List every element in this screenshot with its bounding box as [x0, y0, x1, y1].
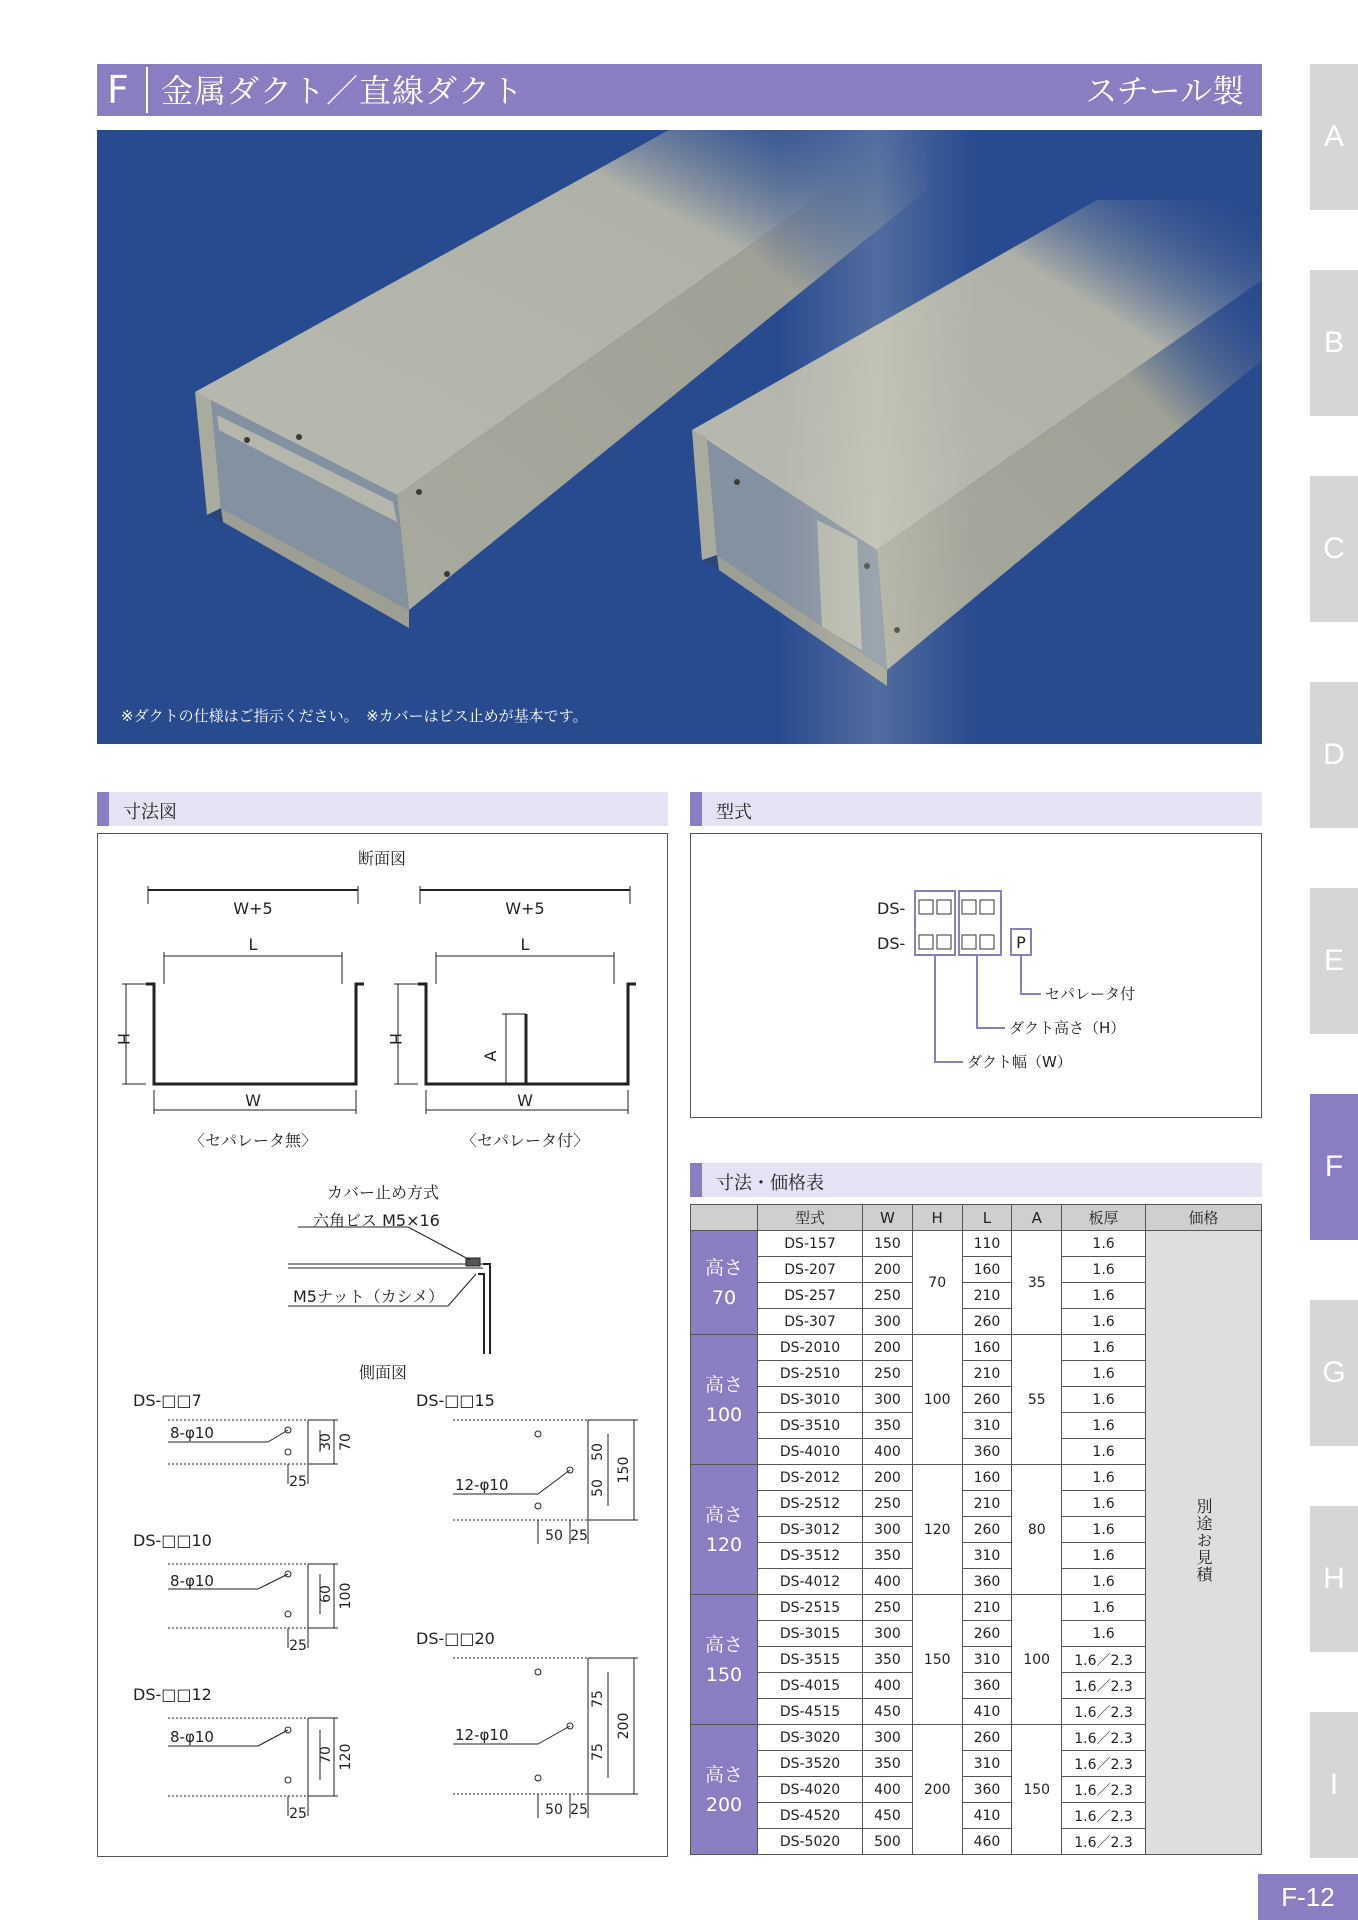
ds10-label: DS-□□10 — [133, 1531, 212, 1550]
cell-model: DS-5020 — [757, 1829, 862, 1855]
cell-w: 250 — [863, 1491, 913, 1517]
caption-with-separator: 〈セパレータ付〉 — [460, 1131, 590, 1150]
cell-model: DS-4015 — [757, 1673, 862, 1699]
cell-model: DS-307 — [757, 1309, 862, 1335]
cell-w: 200 — [863, 1335, 913, 1361]
cell-l: 260 — [962, 1517, 1012, 1543]
cell-thickness: 1.6 — [1062, 1569, 1146, 1595]
cell-a: 55 — [1012, 1335, 1062, 1465]
cell-l: 260 — [962, 1309, 1012, 1335]
cell-thickness: 1.6／2.3 — [1062, 1647, 1146, 1673]
cell-w: 250 — [863, 1283, 913, 1309]
right-w-label: W — [517, 1091, 533, 1110]
ds10-d2: 100 — [338, 1582, 354, 1610]
tab-a[interactable]: A — [1310, 64, 1358, 210]
cell-model: DS-157 — [757, 1231, 862, 1257]
cell-thickness: 1.6 — [1062, 1491, 1146, 1517]
cell-a: 100 — [1012, 1595, 1062, 1725]
ds7-holes: 8-φ10 — [170, 1424, 214, 1442]
header-price: 価格 — [1145, 1205, 1261, 1231]
cell-thickness: 1.6 — [1062, 1231, 1146, 1257]
cell-l: 460 — [962, 1829, 1012, 1855]
ds12-label: DS-□□12 — [133, 1685, 212, 1704]
left-w5-label: W+5 — [233, 899, 273, 918]
dimension-drawing — [97, 833, 668, 1857]
cell-model: DS-3012 — [757, 1517, 862, 1543]
group-label-70: 高さ 70 — [691, 1231, 758, 1335]
ds15-d1: 50 — [590, 1443, 606, 1461]
cell-w: 400 — [863, 1569, 913, 1595]
ds15-d4: 25 — [570, 1528, 588, 1544]
cover-screw-label: 六角ビス M5×16 — [313, 1211, 440, 1230]
cell-thickness: 1.6 — [1062, 1309, 1146, 1335]
left-h-label: H — [114, 1032, 133, 1046]
header-thickness: 板厚 — [1062, 1205, 1146, 1231]
ds7-label: DS-□□7 — [133, 1391, 202, 1410]
ds15-d1b: 50 — [590, 1479, 606, 1497]
cell-l: 410 — [962, 1699, 1012, 1725]
cell-l: 260 — [962, 1387, 1012, 1413]
section-model — [690, 792, 1262, 826]
cell-thickness: 1.6／2.3 — [1062, 1673, 1146, 1699]
cell-thickness: 1.6／2.3 — [1062, 1777, 1146, 1803]
section-price-table — [690, 1163, 1262, 1197]
cell-model: DS-2012 — [757, 1465, 862, 1491]
tab-h[interactable]: H — [1310, 1506, 1358, 1652]
cell-thickness: 1.6 — [1062, 1517, 1146, 1543]
cell-l: 160 — [962, 1335, 1012, 1361]
category-letter: F — [107, 68, 129, 112]
section-bar — [97, 792, 109, 826]
group-label-120: 高さ 120 — [691, 1465, 758, 1595]
table-header-row — [691, 1205, 1262, 1231]
tab-e[interactable]: E — [1310, 888, 1358, 1034]
cell-l: 310 — [962, 1647, 1012, 1673]
cover-nut-label: M5ナット（カシメ） — [293, 1287, 445, 1306]
ds7-d1: 30 — [318, 1433, 334, 1451]
left-l-label: L — [248, 935, 258, 954]
photo-note: ※ダクトの仕様はご指示ください。 ※カバーはビス止めが基本です。 — [121, 707, 588, 725]
page-header — [97, 64, 1262, 116]
section-bar — [690, 792, 702, 826]
header-a: A — [1012, 1205, 1062, 1231]
model-code-svg — [691, 834, 1261, 1117]
cell-w: 250 — [863, 1595, 913, 1621]
cell-l: 160 — [962, 1465, 1012, 1491]
cell-model: DS-4520 — [757, 1803, 862, 1829]
header-l: L — [962, 1205, 1012, 1231]
cell-thickness: 1.6 — [1062, 1283, 1146, 1309]
side-view-title: 側面図 — [358, 1363, 408, 1382]
cell-l: 210 — [962, 1361, 1012, 1387]
cell-model: DS-2512 — [757, 1491, 862, 1517]
cell-thickness: 1.6／2.3 — [1062, 1751, 1146, 1777]
cell-thickness: 1.6 — [1062, 1257, 1146, 1283]
cell-a: 80 — [1012, 1465, 1062, 1595]
cell-w: 400 — [863, 1439, 913, 1465]
cell-w: 450 — [863, 1699, 913, 1725]
material-label: スチール製 — [1085, 72, 1244, 110]
ds20-d3: 50 — [545, 1802, 563, 1818]
cell-thickness: 1.6／2.3 — [1062, 1725, 1146, 1751]
cell-w: 500 — [863, 1829, 913, 1855]
cell-model: DS-3512 — [757, 1543, 862, 1569]
model-height-label: ダクト高さ（H） — [1009, 1019, 1126, 1037]
group-label-100: 高さ 100 — [691, 1335, 758, 1465]
ds7-d2: 70 — [338, 1433, 354, 1451]
ds20-holes: 12-φ10 — [455, 1726, 509, 1744]
cell-thickness: 1.6 — [1062, 1543, 1146, 1569]
price-table — [690, 1204, 1262, 1855]
cell-w: 350 — [863, 1647, 913, 1673]
cell-model: DS-2010 — [757, 1335, 862, 1361]
cell-l: 110 — [962, 1231, 1012, 1257]
cell-w: 350 — [863, 1543, 913, 1569]
cell-model: DS-4010 — [757, 1439, 862, 1465]
ds20-d4: 25 — [570, 1802, 588, 1818]
group-label-150: 高さ 150 — [691, 1595, 758, 1725]
tab-i[interactable]: I — [1310, 1712, 1358, 1858]
cell-model: DS-3010 — [757, 1387, 862, 1413]
cell-l: 210 — [962, 1595, 1012, 1621]
ds12-d1: 70 — [318, 1746, 334, 1764]
page-number: F-12 — [1258, 1874, 1358, 1920]
cell-model: DS-4012 — [757, 1569, 862, 1595]
right-a-label: A — [481, 1050, 500, 1062]
cell-thickness: 1.6 — [1062, 1465, 1146, 1491]
cell-a: 150 — [1012, 1725, 1062, 1855]
cell-w: 300 — [863, 1621, 913, 1647]
section-label: 寸法・価格表 — [716, 1173, 824, 1194]
cell-l: 260 — [962, 1725, 1012, 1751]
cell-l: 160 — [962, 1257, 1012, 1283]
header-h: H — [912, 1205, 962, 1231]
left-w-label: W — [245, 1091, 261, 1110]
cell-w: 200 — [863, 1257, 913, 1283]
cell-l: 310 — [962, 1751, 1012, 1777]
ds15-label: DS-□□15 — [416, 1391, 495, 1410]
tab-g[interactable]: G — [1310, 1300, 1358, 1446]
tab-c[interactable]: C — [1310, 476, 1358, 622]
tab-d[interactable]: D — [1310, 682, 1358, 828]
cell-thickness: 1.6／2.3 — [1062, 1699, 1146, 1725]
cell-w: 200 — [863, 1465, 913, 1491]
cell-thickness: 1.6 — [1062, 1595, 1146, 1621]
section-dimensions — [97, 792, 668, 826]
cell-l: 360 — [962, 1569, 1012, 1595]
ds10-holes: 8-φ10 — [170, 1572, 214, 1590]
model-prefix-2: DS- — [877, 934, 906, 953]
cell-l: 310 — [962, 1543, 1012, 1569]
ds15-d3: 50 — [545, 1528, 563, 1544]
cell-h: 200 — [912, 1725, 962, 1855]
price-cell: 別途お見積 — [1145, 1231, 1261, 1855]
section-bar — [690, 1163, 702, 1197]
right-l-label: L — [520, 935, 530, 954]
cell-thickness: 1.6／2.3 — [1062, 1803, 1146, 1829]
cell-model: DS-3510 — [757, 1413, 862, 1439]
header-model: 型式 — [757, 1205, 862, 1231]
cell-thickness: 1.6 — [1062, 1335, 1146, 1361]
cell-model: DS-4020 — [757, 1777, 862, 1803]
ds10-d3: 25 — [289, 1638, 307, 1654]
duct-illustration — [97, 130, 1262, 744]
cell-model: DS-3015 — [757, 1621, 862, 1647]
model-p-suffix: P — [1016, 933, 1026, 952]
cell-w: 300 — [863, 1517, 913, 1543]
cell-w: 450 — [863, 1803, 913, 1829]
cell-w: 300 — [863, 1725, 913, 1751]
model-separator-label: セパレータ付 — [1045, 985, 1136, 1003]
cell-l: 410 — [962, 1803, 1012, 1829]
cell-w: 400 — [863, 1673, 913, 1699]
cell-l: 210 — [962, 1491, 1012, 1517]
right-h-label: H — [386, 1032, 405, 1046]
ds12-holes: 8-φ10 — [170, 1728, 214, 1746]
cell-model: DS-3020 — [757, 1725, 862, 1751]
ds10-d1: 60 — [318, 1585, 334, 1603]
cell-model: DS-257 — [757, 1283, 862, 1309]
cell-l: 360 — [962, 1439, 1012, 1465]
cell-h: 70 — [912, 1231, 962, 1335]
cell-l: 210 — [962, 1283, 1012, 1309]
cell-w: 350 — [863, 1751, 913, 1777]
table-row — [691, 1231, 1262, 1257]
cell-thickness: 1.6 — [1062, 1439, 1146, 1465]
tab-f[interactable]: F — [1310, 1094, 1358, 1240]
ds12-d2: 120 — [338, 1743, 354, 1771]
cell-model: DS-2510 — [757, 1361, 862, 1387]
cell-l: 260 — [962, 1621, 1012, 1647]
cross-section-title: 断面図 — [357, 849, 407, 868]
header-w: W — [863, 1205, 913, 1231]
product-photo — [97, 130, 1262, 744]
cell-model: DS-3520 — [757, 1751, 862, 1777]
cover-title: カバー止め方式 — [326, 1183, 440, 1202]
cell-l: 360 — [962, 1777, 1012, 1803]
ds20-d1: 75 — [590, 1690, 606, 1708]
cell-l: 360 — [962, 1673, 1012, 1699]
cell-thickness: 1.6／2.3 — [1062, 1829, 1146, 1855]
ds20-d1b: 75 — [590, 1743, 606, 1761]
section-label: 型式 — [716, 802, 752, 823]
cell-h: 150 — [912, 1595, 962, 1725]
cell-w: 350 — [863, 1413, 913, 1439]
cell-w: 300 — [863, 1387, 913, 1413]
cell-thickness: 1.6 — [1062, 1361, 1146, 1387]
header-divider — [146, 67, 148, 113]
ds15-d2: 150 — [616, 1456, 632, 1484]
dimension-svg — [98, 834, 667, 1856]
cell-thickness: 1.6 — [1062, 1621, 1146, 1647]
cell-model: DS-3515 — [757, 1647, 862, 1673]
header-group — [691, 1205, 758, 1231]
cell-thickness: 1.6 — [1062, 1387, 1146, 1413]
cell-a: 35 — [1012, 1231, 1062, 1335]
ds7-d3: 25 — [289, 1474, 307, 1490]
ds20-d2: 200 — [616, 1712, 632, 1740]
page-title: 金属ダクト／直線ダクト — [161, 72, 525, 110]
cell-w: 250 — [863, 1361, 913, 1387]
cell-model: DS-4515 — [757, 1699, 862, 1725]
ds20-label: DS-□□20 — [416, 1629, 495, 1648]
model-prefix-1: DS- — [877, 899, 906, 918]
cell-model: DS-207 — [757, 1257, 862, 1283]
cell-l: 310 — [962, 1413, 1012, 1439]
cell-model: DS-2515 — [757, 1595, 862, 1621]
cell-w: 300 — [863, 1309, 913, 1335]
group-label-200: 高さ 200 — [691, 1725, 758, 1855]
ds12-d3: 25 — [289, 1806, 307, 1822]
section-label: 寸法図 — [123, 802, 177, 823]
tab-b[interactable]: B — [1310, 270, 1358, 416]
cell-h: 100 — [912, 1335, 962, 1465]
model-width-label: ダクト幅（W） — [967, 1053, 1072, 1071]
cell-w: 400 — [863, 1777, 913, 1803]
caption-no-separator: 〈セパレータ無〉 — [188, 1131, 318, 1150]
right-w5-label: W+5 — [505, 899, 545, 918]
cell-thickness: 1.6 — [1062, 1413, 1146, 1439]
model-code-box — [690, 833, 1262, 1118]
cell-w: 150 — [863, 1231, 913, 1257]
cell-h: 120 — [912, 1465, 962, 1595]
ds15-holes: 12-φ10 — [455, 1476, 509, 1494]
